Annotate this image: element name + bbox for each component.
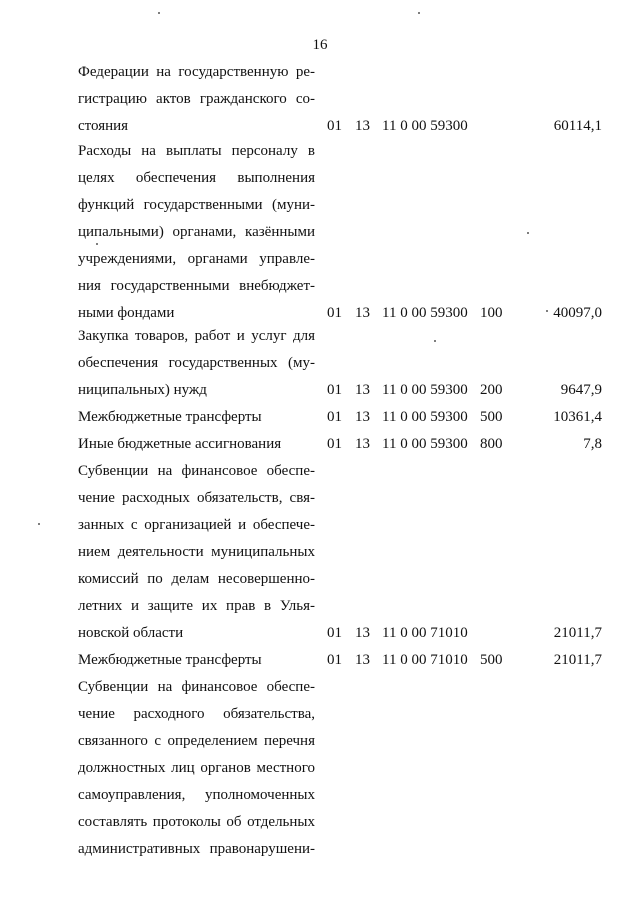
description-line: Федерации на государственную ре- xyxy=(78,64,315,80)
description-line: должностных лиц органов местного xyxy=(78,760,315,776)
section-code: 01 xyxy=(327,382,342,398)
scan-speck xyxy=(38,523,40,525)
description-line: ными фондами xyxy=(78,305,175,321)
description-line: Субвенции на финансовое обеспе- xyxy=(78,463,315,479)
description-line: стояния xyxy=(78,118,129,134)
description-line: самоуправления, уполномоченных xyxy=(78,787,315,803)
description-line: Иные бюджетные ассигнования xyxy=(78,436,282,452)
target-item-code: 11 0 00 71010 xyxy=(382,625,468,641)
description-line: административных правонарушени- xyxy=(78,841,315,857)
expense-type-code: 800 xyxy=(480,436,503,452)
description-line: Закупка товаров, работ и услуг для xyxy=(78,328,315,344)
scan-speck xyxy=(96,243,98,245)
row-description xyxy=(78,674,315,863)
subsection-code: 13 xyxy=(355,436,370,452)
section-code: 01 xyxy=(327,409,342,425)
amount: 9647,9 xyxy=(560,382,602,398)
description-line: занных с организацией и обеспече- xyxy=(78,517,315,533)
amount: 21011,7 xyxy=(553,652,602,668)
section-code: 01 xyxy=(327,625,342,641)
subsection-code: 13 xyxy=(355,305,370,321)
row-description xyxy=(78,404,315,431)
expense-type-code: 500 xyxy=(480,652,503,668)
expense-type-code: 200 xyxy=(480,382,503,398)
row-description xyxy=(78,59,315,140)
description-line: чение расходного обязательства, xyxy=(78,706,315,722)
scan-speck xyxy=(418,12,420,14)
description-line: Расходы на выплаты персоналу в xyxy=(78,143,315,159)
description-line: комиссий по делам несовершенно- xyxy=(78,571,315,587)
description-line: ниципальных) нужд xyxy=(78,382,207,398)
description-line: летних и защите их прав в Улья- xyxy=(78,598,315,614)
section-code: 01 xyxy=(327,305,342,321)
row-description xyxy=(78,323,315,404)
description-line: чение расходных обязательств, свя- xyxy=(78,490,315,506)
expense-type-code: 100 xyxy=(480,305,503,321)
target-item-code: 11 0 00 59300 xyxy=(382,436,468,452)
amount: 21011,7 xyxy=(553,625,602,641)
subsection-code: 13 xyxy=(355,409,370,425)
amount: 7,8 xyxy=(583,436,602,452)
description-line: обеспечения государственных (му- xyxy=(78,355,315,371)
subsection-code: 13 xyxy=(355,652,370,668)
description-line: учреждениями, органами управле- xyxy=(78,251,315,267)
target-item-code: 11 0 00 71010 xyxy=(382,652,468,668)
description-line: ния государственными внебюджет- xyxy=(78,278,315,294)
subsection-code: 13 xyxy=(355,118,370,134)
description-line: связанного с определением перечня xyxy=(78,733,315,749)
amount: 10361,4 xyxy=(553,409,602,425)
description-line: гистрацию актов гражданского со- xyxy=(78,91,315,107)
row-description xyxy=(78,431,315,458)
row-description xyxy=(78,458,315,647)
scan-speck xyxy=(546,310,548,312)
expense-type-code: 500 xyxy=(480,409,503,425)
description-line: нием деятельности муниципальных xyxy=(78,544,315,560)
section-code: 01 xyxy=(327,118,342,134)
description-line: составлять протоколы об отдельных xyxy=(78,814,315,830)
section-code: 01 xyxy=(327,436,342,452)
page-number: 16 xyxy=(312,37,328,53)
target-item-code: 11 0 00 59300 xyxy=(382,118,468,134)
description-line: Межбюджетные трансферты xyxy=(78,652,262,668)
scan-speck xyxy=(434,340,436,342)
amount: 40097,0 xyxy=(553,305,602,321)
target-item-code: 11 0 00 59300 xyxy=(382,382,468,398)
target-item-code: 11 0 00 59300 xyxy=(382,305,468,321)
row-description xyxy=(78,138,315,327)
subsection-code: 13 xyxy=(355,382,370,398)
target-item-code: 11 0 00 59300 xyxy=(382,409,468,425)
description-line: ципальными) органами, казёнными xyxy=(78,224,315,240)
row-description xyxy=(78,647,315,674)
description-line: новской области xyxy=(78,625,184,641)
description-line: целях обеспечения выполнения xyxy=(78,170,315,186)
amount: 60114,1 xyxy=(553,118,602,134)
scan-speck xyxy=(158,12,160,14)
subsection-code: 13 xyxy=(355,625,370,641)
description-line: Субвенции на финансовое обеспе- xyxy=(78,679,315,695)
description-line: функций государственными (муни- xyxy=(78,197,315,213)
scan-speck xyxy=(527,232,529,234)
section-code: 01 xyxy=(327,652,342,668)
description-line: Межбюджетные трансферты xyxy=(78,409,262,425)
